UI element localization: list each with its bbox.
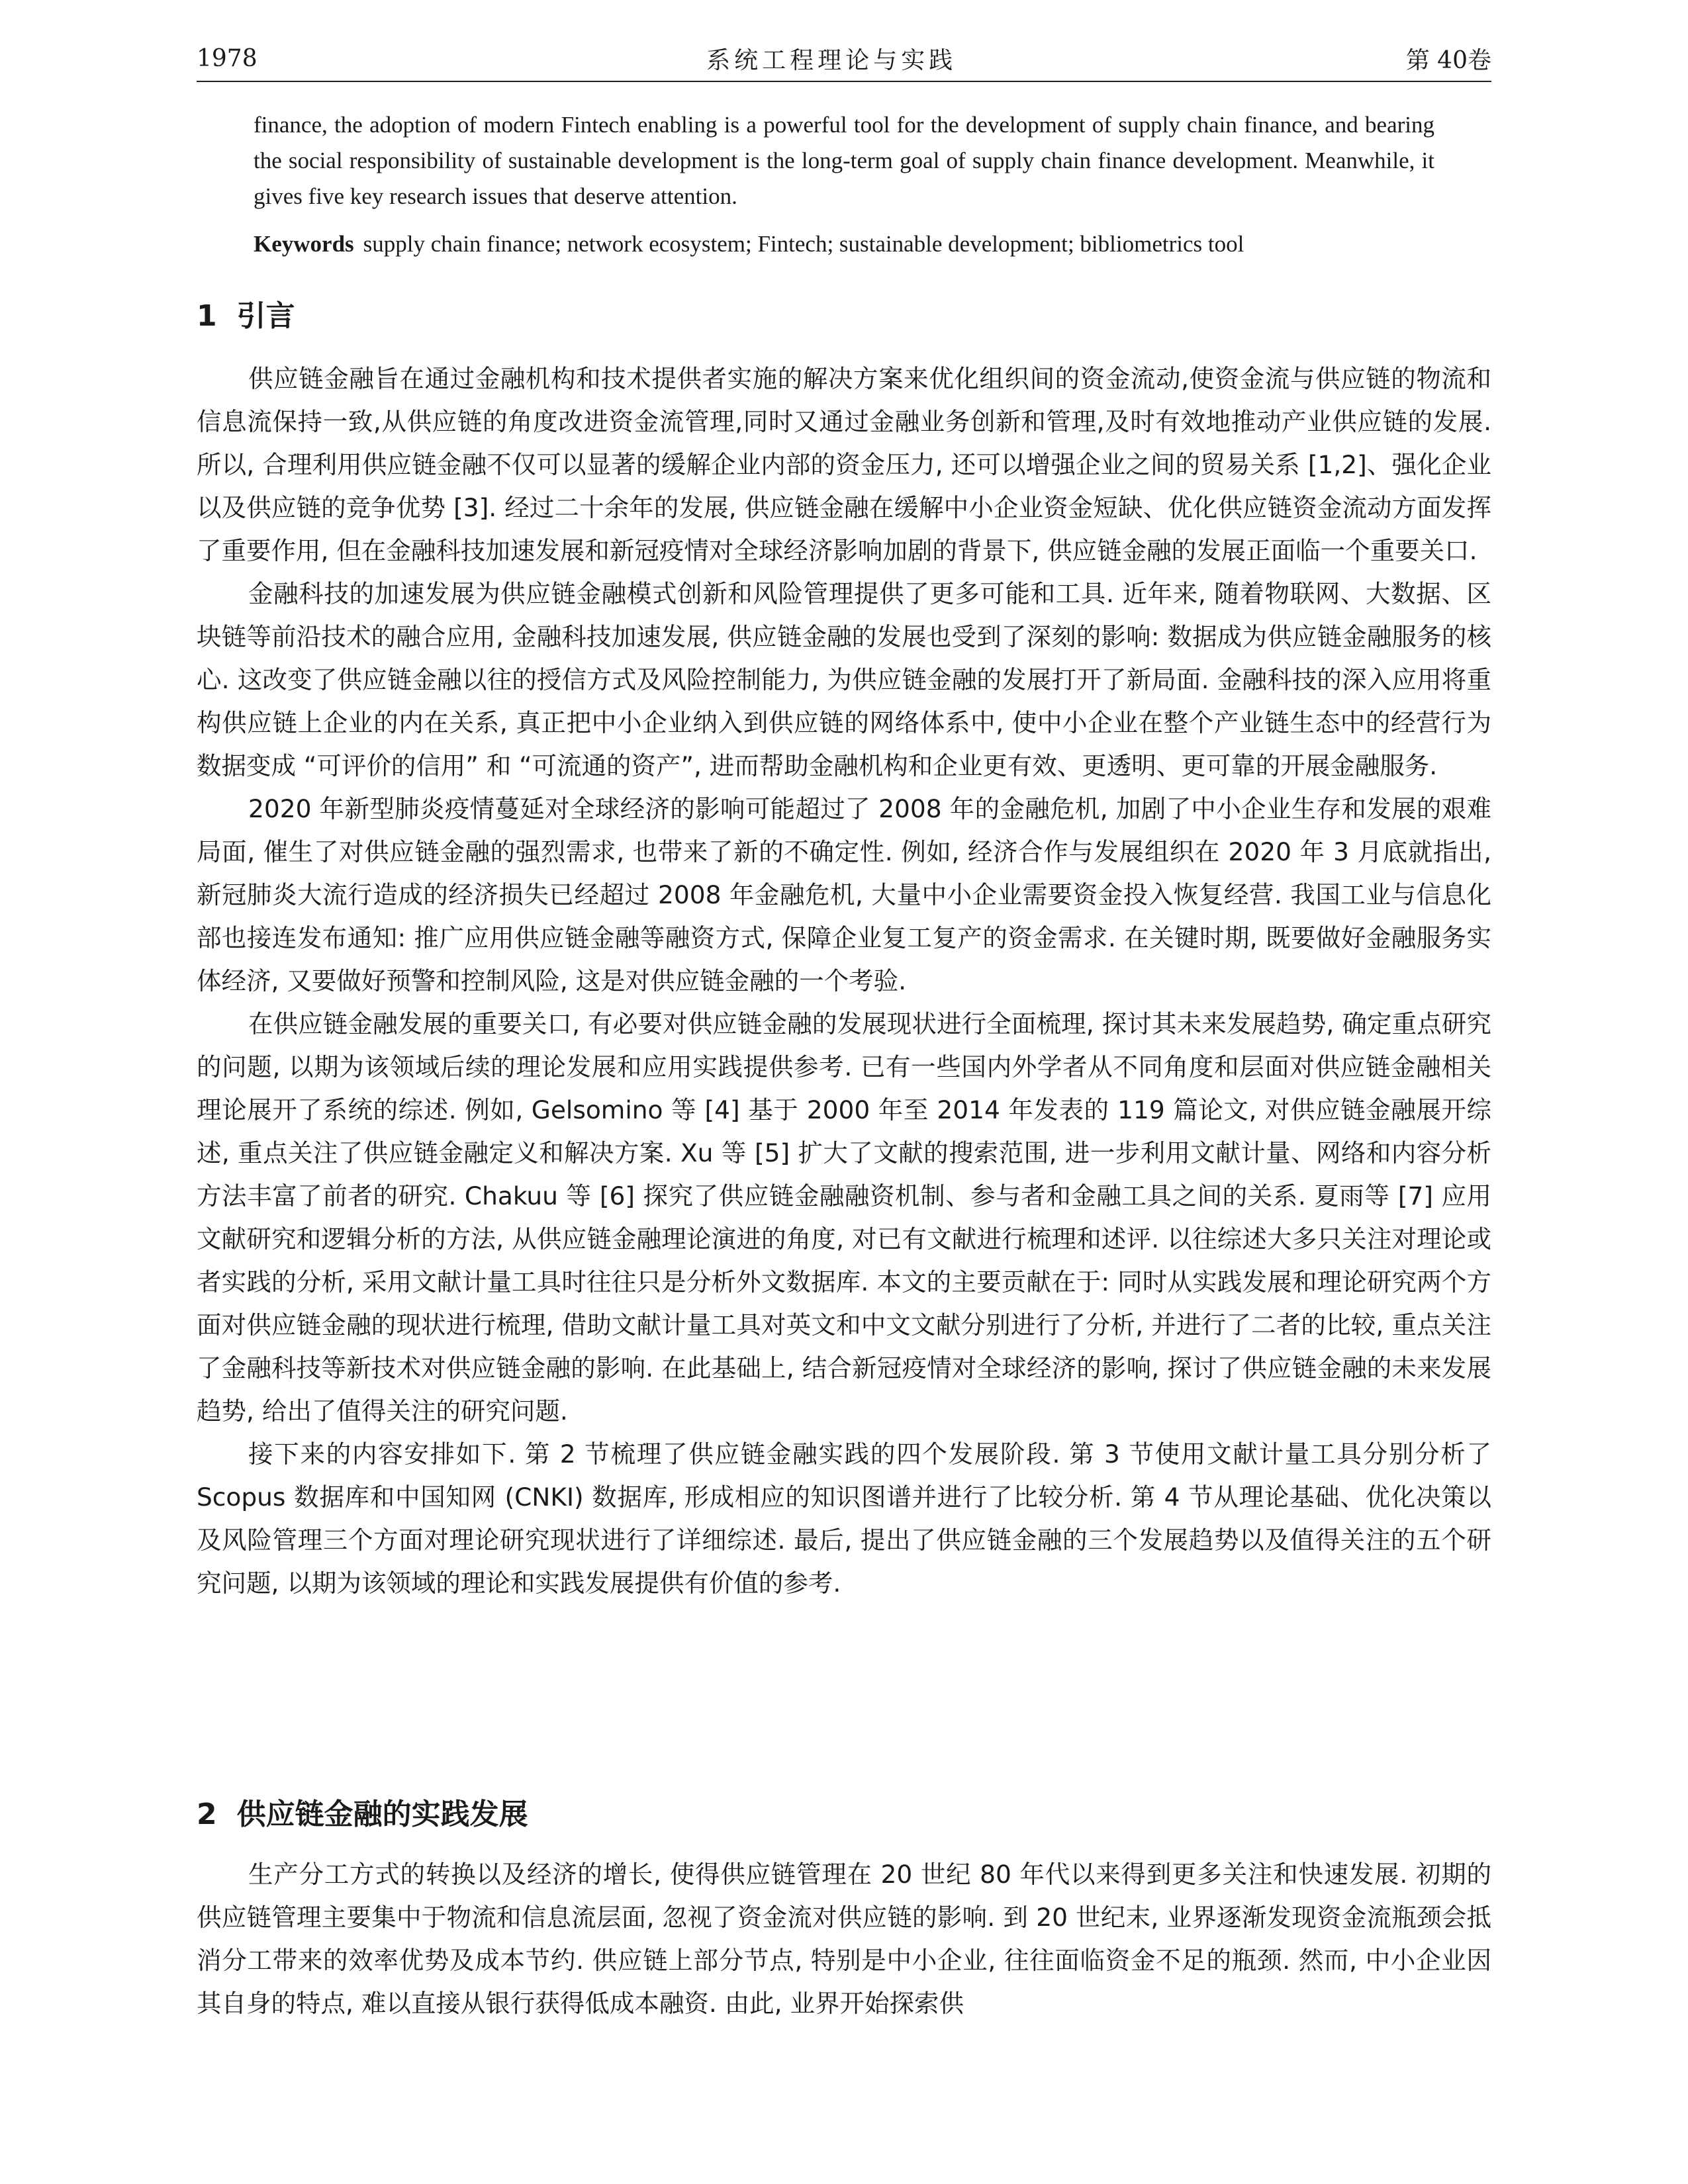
volume-label: 第 40卷 bbox=[1405, 46, 1491, 74]
section-body-practice bbox=[197, 1853, 1491, 2025]
paragraph: 生产分工方式的转换以及经济的增长, 使得供应链管理在 20 世纪 80 年代以来得到更多关注和快速发展. 初期的供应链管理主要集中于物流和信息流层面, 忽视了资金流对供应链的影响. 到 20 世纪末, 业界逐渐发现资金流瓶颈会抵消分工带来的效率优势及成本节约. 供应链上部分节点, 特别是中小企业, 往往面临资金不足的瓶颈. 然而, 中小企业因其自身的特点, 难以直接从银行获得低成本融资. 由此, 业界开始探索供 bbox=[197, 1860, 1491, 2018]
paragraph: 2020 年新型肺炎疫情蔓延对全球经济的影响可能超过了 2008 年的金融危机, 加剧了中小企业生存和发展的艰难局面, 催生了对供应链金融的强烈需求, 也带来了新的不确定性. 例如, 经济合作与发展组织在 2020 年 3 月底就指出, 新冠肺炎大流行造成的经济损失已经超过 2008 年金融危机, 大量中小企业需要资金投入恢复经营. 我国工业与信息化部也接连发布通知: 推广应用供应链金融等融资方式, 保障企业复工复产的资金需求. 在关键时期, 既要做好金融服务实体经济, 又要做好预警和控制风险, 这是对供应链金融的一个考验. bbox=[197, 794, 1491, 995]
page-number: 1978 bbox=[197, 44, 258, 72]
header-rule bbox=[197, 81, 1491, 82]
section-title: 供应链金融的实践发展 bbox=[236, 1797, 528, 1831]
section-number: 1 bbox=[197, 299, 217, 333]
section-number: 2 bbox=[197, 1797, 217, 1831]
section-heading-introduction bbox=[197, 296, 295, 336]
paragraph: 供应链金融旨在通过金融机构和技术提供者实施的解决方案来优化组织间的资金流动,使资金流与供应链的物流和信息流保持一致,从供应链的角度改进资金流管理,同时又通过金融业务创新和管理,及时有效地推动产业供应链的发展. 所以, 合理利用供应链金融不仅可以显著的缓解企业内部的资金压力, 还可以增强企业之间的贸易关系 [1,2]、强化企业以及供应链的竞争优势 [3]. 经过二十余年的发展, 供应链金融在缓解中小企业资金短缺、优化供应链资金流动方面发挥了重要作用, 但在金融科技加速发展和新冠疫情对全球经济影响加剧的背景下, 供应链金融的发展正面临一个重要关口. bbox=[197, 364, 1491, 565]
keywords-text: supply chain finance; network ecosystem; Fintech; sustainable development; bibliometrics tool bbox=[363, 231, 1244, 257]
paragraph: 金融科技的加速发展为供应链金融模式创新和风险管理提供了更多可能和工具. 近年来, 随着物联网、大数据、区块链等前沿技术的融合应用, 金融科技加速发展, 供应链金融的发展也受到了深刻的影响: 数据成为供应链金融服务的核心. 这改变了供应链金融以往的授信方式及风险控制能力, 为供应链金融的发展打开了新局面. 金融科技的深入应用将重构供应链上企业的内在关系, 真正把中小企业纳入到供应链的网络体系中, 使中小企业在整个产业链生态中的经营行为数据变成 “可评价的信用” 和 “可流通的资产”, 进而帮助金融机构和企业更有效、更透明、更可靠的开展金融服务. bbox=[197, 579, 1491, 780]
abstract-text: finance, the adoption of modern Fintech enabling is a powerful tool for the development of supply chain finance, and bearing the social responsibility of sustainable development is the long-term goal of supply chain finance development. Meanwhile, it gives five key research issues that deserve attention. bbox=[254, 112, 1434, 209]
keywords-line bbox=[254, 226, 1434, 262]
paragraph: 接下来的内容安排如下. 第 2 节梳理了供应链金融实践的四个发展阶段. 第 3 节使用文献计量工具分别分析了 Scopus 数据库和中国知网 (CNKI) 数据库, 形成相应的知识图谱并进行了比较分析. 第 4 节从理论基础、优化决策以及风险管理三个方面对理论研究现状进行了详细综述. 最后, 提出了供应链金融的三个发展趋势以及值得关注的五个研究问题, 以期为该领域的理论和实践发展提供有价值的参考. bbox=[197, 1439, 1491, 1598]
english-abstract bbox=[254, 107, 1434, 262]
running-head bbox=[197, 38, 1491, 78]
journal-title: 系统工程理论与实践 bbox=[706, 46, 957, 74]
section-title: 引言 bbox=[236, 299, 295, 333]
section-heading-practice bbox=[197, 1795, 528, 1835]
keywords-label: Keywords bbox=[254, 231, 354, 257]
paragraph: 在供应链金融发展的重要关口, 有必要对供应链金融的发展现状进行全面梳理, 探讨其未来发展趋势, 确定重点研究的问题, 以期为该领域后续的理论发展和应用实践提供参考. 已有一些国内外学者从不同角度和层面对供应链金融相关理论展开了系统的综述. 例如, Gelsomino 等 [4] 基于 2000 年至 2014 年发表的 119 篇论文, 对供应链金融展开综述, 重点关注了供应链金融定义和解决方案. Xu 等 [5] 扩大了文献的搜索范围, 进一步利用文献计量、网络和内容分析方法丰富了前者的研究. Chakuu 等 [6] 探究了供应链金融融资机制、参与者和金融工具之间的关系. 夏雨等 [7] 应用文献研究和逻辑分析的方法, 从供应链金融理论演进的角度, 对已有文献进行梳理和述评. 以往综述大多只关注对理论或者实践的分析, 采用文献计量工具时往往只是分析外文数据库. 本文的主要贡献在于: 同时从实践发展和理论研究两个方面对供应链金融的现状进行梳理, 借助文献计量工具对英文和中文文献分别进行了分析, 并进行了二者的比较, 重点关注了金融科技等新技术对供应链金融的影响. 在此基础上, 结合新冠疫情对全球经济的影响, 探讨了供应链金融的未来发展趋势, 给出了值得关注的研究问题. bbox=[197, 1009, 1491, 1426]
paper-page bbox=[197, 0, 1491, 2184]
section-body-introduction bbox=[197, 357, 1491, 1605]
